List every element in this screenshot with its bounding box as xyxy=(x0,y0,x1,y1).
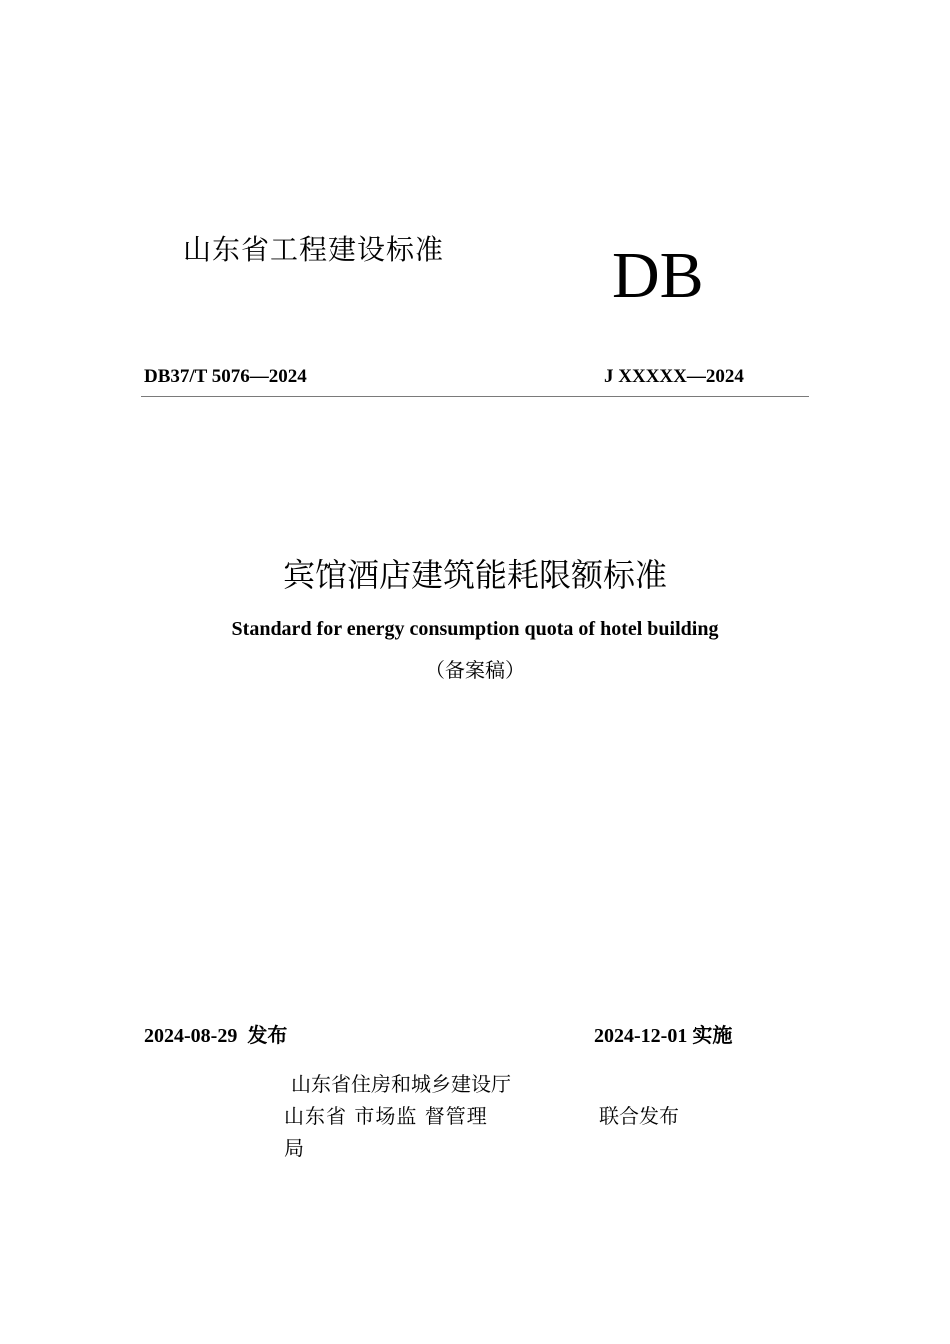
implement-label: 实施 xyxy=(692,1023,733,1047)
title-chinese: 宾馆酒店建筑能耗限额标准 xyxy=(282,556,667,594)
record-number: J XXXXX—2024 xyxy=(604,366,744,387)
issuer-housing-dept: 山东省住房和城乡建设厅 xyxy=(291,1072,511,1096)
publish-label: 发布 xyxy=(247,1023,288,1047)
implement-date: 2024-12-01 xyxy=(594,1025,688,1047)
provincial-standard-label: 山东省工程建设标准 xyxy=(183,233,445,266)
joint-publish-label: 联合发布 xyxy=(599,1104,679,1128)
publish-date: 2024-08-29 xyxy=(144,1025,238,1047)
header-divider xyxy=(141,396,809,397)
title-english: Standard for energy consumption quota of hotel building xyxy=(231,618,719,640)
draft-note: （备案稿） xyxy=(425,658,525,682)
issuer-market-supervision: 山东省 市场监 督管理 xyxy=(284,1104,488,1128)
db-logo: DB xyxy=(612,239,704,312)
publish-date-line xyxy=(144,1019,287,1048)
standard-number: DB37/T 5076—2024 xyxy=(144,366,307,387)
issuer-market-supervision-cont: 局 xyxy=(284,1136,304,1160)
implement-date-line xyxy=(594,1019,732,1048)
